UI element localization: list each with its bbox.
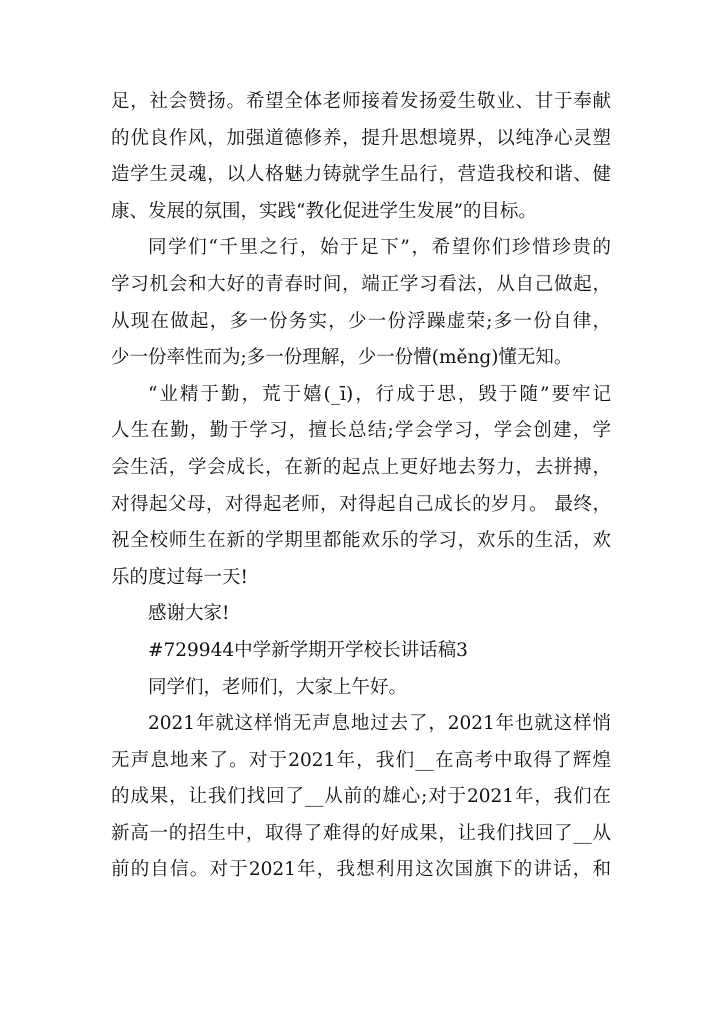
text-line: 新高一的招生中，取得了难得的好成果，让我们找回了__从 — [111, 822, 611, 844]
text-line: 足，社会赞扬。希望全体老师接着发扬爱生敬业、甘于奉献 — [111, 91, 611, 112]
document-body — [111, 84, 611, 889]
text-line: “业精于勤，荒于嬉(_ī)，行成于思，毁于随”要牢记 — [148, 383, 611, 405]
text-line: 从现在做起，多一份务实，少一份浮躁虚荣;多一份自律， — [111, 310, 611, 332]
text-line: 人生在勤，勤于学习，擅长总结;学会学习，学会创建，学 — [111, 420, 611, 442]
text-line: 无声息地来了。对于2021年，我们__在高考中取得了辉煌 — [111, 749, 611, 771]
text-line: 乐的度过每一天! — [111, 566, 248, 588]
text-line: 前的自信。对于2021年，我想利用这次国旗下的讲话，和 — [111, 859, 611, 881]
text-line: #729944中学新学期开学校长讲话稿3 — [148, 639, 468, 661]
text-line: 同学们“千里之行，始于足下”，希望你们珍惜珍贵的 — [148, 237, 611, 259]
text-line: 祝全校师生在新的学期里都能欢乐的学习，欢乐的生活，欢 — [111, 530, 611, 552]
text-line: 的优良作风，加强道德修养，提升思想境界，以纯净心灵塑 — [111, 127, 611, 149]
text-line: 少一份率性而为;多一份理解，少一份懵(měng)懂无知。 — [111, 347, 573, 369]
text-line: 的成果，让我们找回了__从前的雄心;对于2021年，我们在 — [111, 786, 611, 808]
text-line: 康、发展的氛围，实践“教化促进学生发展”的目标。 — [111, 200, 537, 222]
text-line: 造学生灵魂，以人格魅力铸就学生品行，营造我校和谐、健 — [111, 164, 611, 186]
text-line: 学习机会和大好的青春时间，端正学习看法，从自己做起， — [111, 273, 611, 295]
text-line: 同学们，老师们，大家上午好。 — [148, 676, 408, 698]
text-line: 感谢大家! — [148, 603, 230, 625]
text-line: 2021年就这样悄无声息地过去了，2021年也就这样悄 — [148, 713, 611, 735]
text-line: 对得起父母，对得起老师，对得起自己成长的岁月。 最终， — [111, 493, 611, 515]
text-line: 会生活，学会成长，在新的起点上更好地去努力，去拼搏， — [111, 456, 611, 478]
